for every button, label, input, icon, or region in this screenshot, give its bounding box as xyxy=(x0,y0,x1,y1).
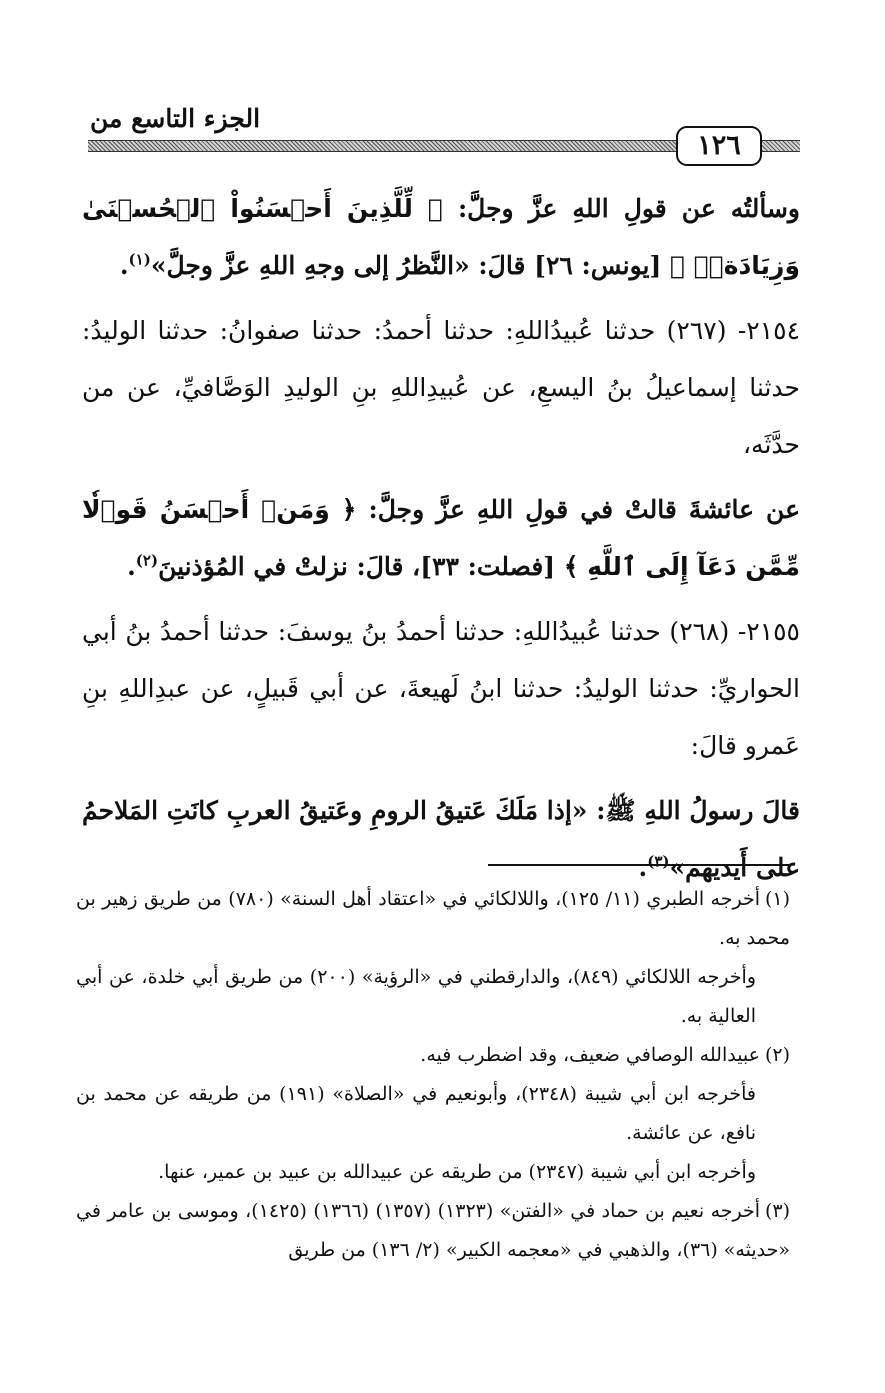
footnote-2-line-3: وأخرجه ابن أبي شيبة (٢٣٤٧) من طريقه عن عبيدالله بن عبيد بن عمير، عنها. xyxy=(158,1161,756,1183)
aisha-intro: عن عائشةَ قالتْ في قولِ اللهِ عزَّ وجلَّ: xyxy=(356,495,800,524)
footnotes xyxy=(76,880,790,1270)
verse-reference: [فصلت: ٣٣]، xyxy=(403,552,564,581)
paragraph-question: وسألتُه عن قولِ اللهِ عزَّ وجلَّ: ﴿ لِّلَّذِينَ أَحۡسَنُواْ ٱلۡحُسۡنَىٰ وَزِيَادَةٞۖ ﴾ [يونس: ٢٦] قالَ: «النَّظرُ إلى وجهِ اللهِ عزَّ وجلَّ»$^{(١)}$. xyxy=(82,194,800,280)
verse-reference: [يونس: ٢٦] xyxy=(525,251,670,280)
footnote-line: أخرجه الطبري (١١/ ١٢٥)، واللالكائي في «اعتقاد أهل السنة» (٧٨٠) من طريق زهير بن محمد به. xyxy=(76,888,790,949)
footnote-2-line-2: فأخرجه ابن أبي شيبة (٢٣٤٨)، وأبونعيم في «الصلاة» (١٩١) من طريقه عن محمد بن نافع، عن عائشة. xyxy=(76,1083,757,1144)
hadith-text: قالَ رسولُ اللهِ ﷺ: «إذا مَلَكَ عَتيقُ الرومِ وعَتيقُ العربِ كانَتِ المَلاحمُ على أَيديهم» xyxy=(82,796,800,882)
footnote-2 xyxy=(76,1036,790,1075)
footnote-marker: (١) xyxy=(128,250,151,269)
footnote-number: (١) xyxy=(764,888,790,910)
quran-verse: ﴿ وَمَنۡ أَحۡسَنُ قَوۡلٗا مِّمَّن دَعَآ إِلَى ٱللَّهِ ﴾ xyxy=(82,495,800,581)
footnote-1-line-2: وأخرجه اللالكائي (٨٤٩)، والدارقطني في «الرؤية» (٢٠٠) من طريق أبي خلدة، عن أبي العالية به. xyxy=(76,966,756,1027)
question-intro: وسألتُه عن قولِ اللهِ عزَّ وجلَّ: xyxy=(442,194,800,223)
isnad-text: ٢١٥٤- (٢٦٧) حدثنا عُبيدُاللهِ: حدثنا أحمدُ: حدثنا صفوانُ: حدثنا الوليدُ: حدثنا إسماعيلُ بنُ اليسعِ، عن عُبيدِاللهِ بنِ الوليدِ الوَصَّافيِّ، عن من حدَّثَه، xyxy=(82,316,800,459)
footnote-3 xyxy=(76,1192,790,1270)
footnote-line: أخرجه نعيم بن حماد في «الفتن» (١٣٢٣) (١٣٥٧) (١٣٦٦) (١٤٢٥)، وموسى بن عامر في «حديثه» (٣٦)، والذهبي في «معجمه الكبير» (٢/ ١٣٦) من طريق xyxy=(76,1200,790,1261)
footnote-1 xyxy=(76,880,790,958)
footnote-number: (٢) xyxy=(764,1044,790,1066)
paragraph-aisha: عن عائشةَ قالتْ في قولِ اللهِ عزَّ وجلَّ: ﴿ وَمَنۡ أَحۡسَنُ قَوۡلٗا مِّمَّن دَعَآ إِلَى ٱللَّهِ ﴾ [فصلت: ٣٣]، قالَ: نزلتْ في المُؤذنينَ$^{(٢)}$. xyxy=(82,495,800,581)
isnad-text: ٢١٥٥- (٢٦٨) حدثنا عُبيدُاللهِ: حدثنا أحمدُ بنُ يوسفَ: حدثنا أحمدُ بنُ أبي الحواريِّ: حدثنا الوليدُ: حدثنا ابنُ لَهيعةَ، عن أبي قَبيلٍ، عن عبدِاللهِ بنِ عَمرو قالَ: xyxy=(82,617,800,760)
footnote-line: عبيدالله الوصافي ضعيف، وقد اضطرب فيه. xyxy=(420,1044,760,1066)
paragraph-hadith: قالَ رسولُ اللهِ ﷺ: «إذا مَلَكَ عَتيقُ الرومِ وعَتيقُ العربِ كانَتِ المَلاحمُ على أَيديهم»$^{(٣)}$. xyxy=(82,796,800,882)
paragraph-isnad-2155 xyxy=(82,603,800,774)
main-text xyxy=(82,180,800,904)
quran-verse: ﴿ لِّلَّذِينَ أَحۡسَنُواْ ٱلۡحُسۡنَىٰ وَزِيَادَةٞۖ ﴾ xyxy=(82,194,800,280)
page-number: ١٢٦ xyxy=(676,126,762,166)
paragraph-isnad-2154 xyxy=(82,302,800,473)
answer-text: قالَ: «النَّظرُ إلى وجهِ اللهِ عزَّ وجلَّ» xyxy=(150,251,526,280)
answer-text: قالَ: نزلتْ في المُؤذنينَ xyxy=(158,552,404,581)
footnote-separator xyxy=(488,864,790,866)
footnote-marker: (٣) xyxy=(647,852,670,871)
footnote-number: (٣) xyxy=(764,1200,791,1222)
footnote-marker: (٢) xyxy=(135,551,159,570)
running-header: الجزء التاسع من xyxy=(90,104,261,133)
